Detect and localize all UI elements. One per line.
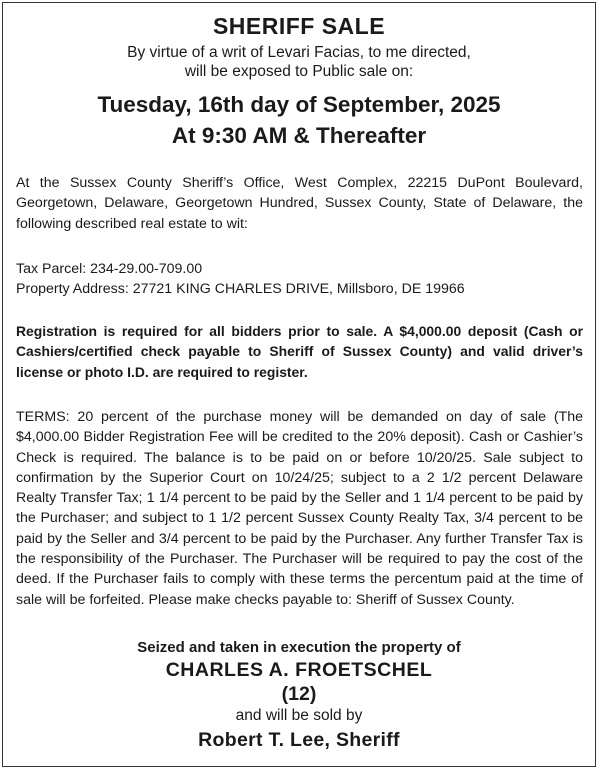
- sale-time: At 9:30 AM & Thereafter: [171, 123, 427, 148]
- sheriff-name: Robert T. Lee, Sheriff: [198, 729, 400, 751]
- registration-paragraph: Registration is required for all bidders prior to sale. A $4,000.00 deposit (Cash or Cashiers/certified check payable to Sheriff of Sussex County) and valid driver’s license or photo I.D. are required to register.: [16, 323, 583, 380]
- notice-title: SHERIFF SALE: [212, 13, 386, 39]
- tax-parcel: Tax Parcel: 234-29.00-709.00: [16, 261, 203, 277]
- sold-by-line: and will be sold by: [235, 707, 363, 724]
- intro-line-1: By virtue of a writ of Levari Facias, to me directed,: [127, 44, 471, 61]
- notice-intro: [3, 43, 595, 81]
- sheriff-sale-notice: [2, 2, 596, 767]
- property-address: Property Address: 27721 KING CHARLES DRIVE, Millsboro, DE 19966: [16, 281, 465, 298]
- seized-line: Seized and taken in execution the property of: [137, 639, 461, 656]
- intro-line-2: will be exposed to Public sale on:: [184, 63, 414, 80]
- defendant-name: CHARLES A. FROETSCHEL: [165, 659, 433, 681]
- location-paragraph: At the Sussex County Sheriff’s Office, West Complex, 22215 DuPont Boulevard, Georgetown, Delaware, Georgetown Hundred, Sussex County, State of Delaware, the following described real estate to wit:: [16, 175, 583, 232]
- terms-paragraph: TERMS: 20 percent of the purchase money will be demanded on day of sale (The $4,000.00 Bidder Registration Fee will be credited to the 20% deposit). Cash or Cashier’s Check is required. The balance is to be paid on or before 10/20/25. Sale subject to confirmation by the Superior Court on 10/24/25; subject to a 2 1/2 percent Delaware Realty Transfer Tax; 1 1/4 percent to be paid by the Seller and 1 1/4 percent to be paid by the Purchaser; and subject to 1 1/2 percent Sussex County Realty Tax, 3/4 percent to be paid by the Seller and 3/4 percent to be paid by the Purchaser. Any further Transfer Tax is the responsibility of the Purchaser. The Purchaser will be required to pay the cost of the deed. If the Purchaser fails to comply with these terms the percentum paid at the time of sale will be forfeited. Please make checks payable to: Sheriff of Sussex County.: [16, 409, 583, 608]
- notice-footer: [3, 637, 595, 754]
- property-details: [16, 259, 583, 300]
- case-number: (12): [281, 683, 317, 705]
- sale-date: Tuesday, 16th day of September, 2025: [97, 92, 501, 117]
- sale-date-block: [3, 89, 595, 151]
